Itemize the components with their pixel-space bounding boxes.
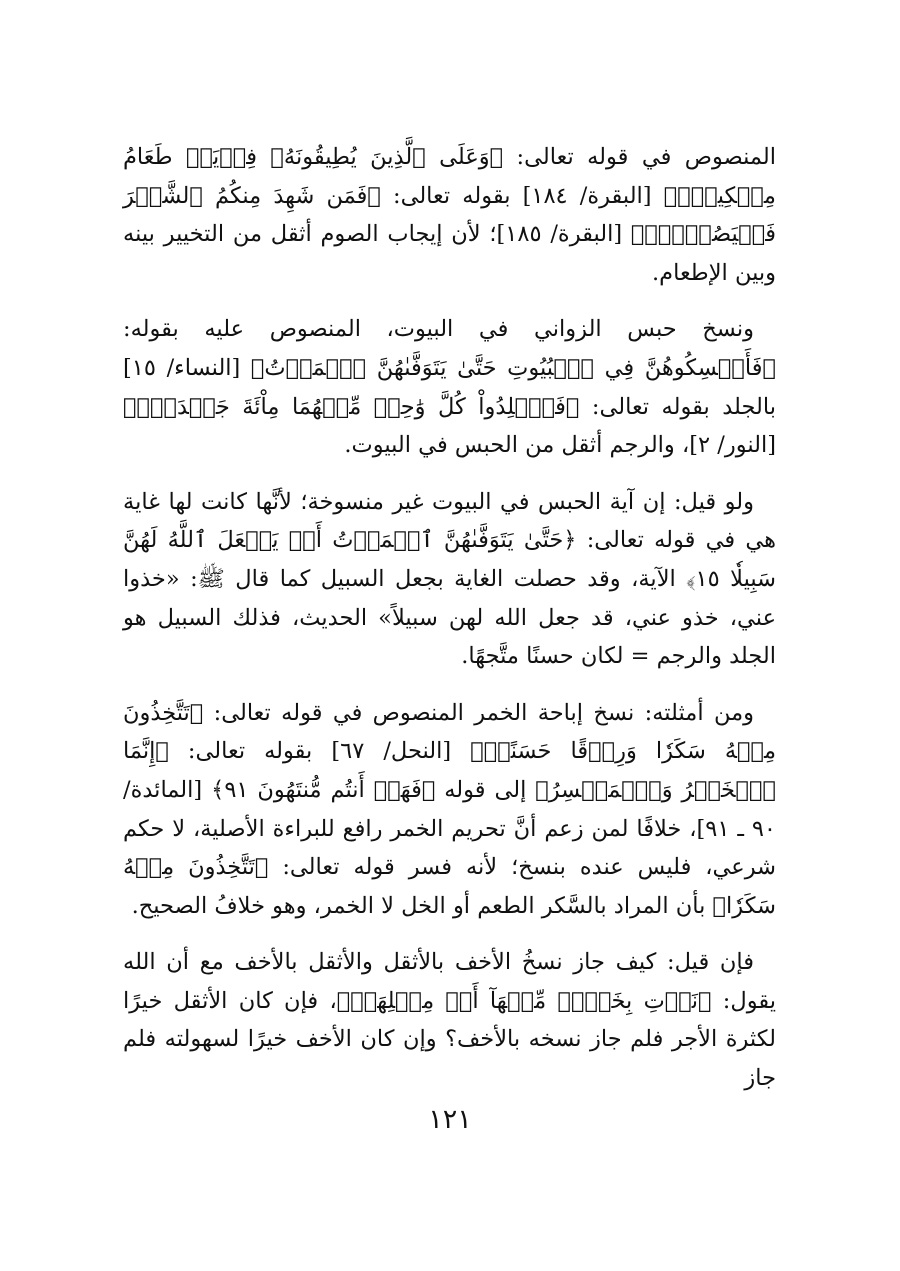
paragraph: ولو قيل: إن آية الحبس في البيوت غير منسوخة؛ لأنَّها كانت لها غاية هي في قوله تعالى: ﴿حَتَّىٰ يَتَوَفَّىٰهُنَّ ٱلۡمَوۡتُ أَوۡ يَجۡعَلَ ٱللَّهُ لَهُنَّ سَبِيلٗا ١٥﴾ الآية، وقد حصلت الغاية بجعل السبيل كما قال ﷺ: «خذوا عني، خذو عني، قد جعل الله لهن سبيلاً» الحديث، فذلك السبيل هو الجلد والرجم = لكان حسنًا متَّجهًا. (123, 488, 776, 670)
paragraph: فإن قيل: كيف جاز نسخُ الأخف بالأثقل والأثقل بالأخف مع أن الله يقول: ﴿نَأۡتِ بِخَيۡرٖ مِّنۡهَآ أَوۡ مِثۡلِهَآۗ﴾، فإن كان الأثقل خيرًا لكثرة الأجر فلم جاز نسخه بالأخف؟ وإن كان الأخف خيرًا لسهولته فلم جاز (123, 949, 776, 1092)
body-text (123, 138, 776, 1116)
paragraph: ومن أمثلته: نسخ إباحة الخمر المنصوص في قوله تعالى: ﴿تَتَّخِذُونَ مِنۡهُ سَكَرٗا وَرِزۡقًا حَسَنًاۚ﴾ [النحل/ ٦٧] بقوله تعالى: ﴿إِنَّمَا ٱلۡخَمۡرُ وَٱلۡمَيۡسِرُ﴾ إلى قوله ﴿فَهَلۡ أَنتُم مُّنتَهُونَ ٩١﴾ [المائدة/ ٩٠ ـ ٩١]، خلافًا لمن زعم أنَّ تحريم الخمر رافع للبراءة الأصلية، لا حكم شرعي، فليس عنده بنسخ؛ لأنه فسر قوله تعالى: ﴿تَتَّخِذُونَ مِنۡهُ سَكَرٗا﴾ بأن المراد بالسَّكر الطعم أو الخل لا الخمر، وهو خلافُ الصحيح. (123, 699, 777, 919)
paragraph: المنصوص في قوله تعالى: ﴿وَعَلَى ٱلَّذِينَ يُطِيقُونَهُۥ فِدۡيَةٞ طَعَامُ مِسۡكِينٖۖ﴾ [البقرة/ ١٨٤] بقوله تعالى: ﴿فَمَن شَهِدَ مِنكُمُ ٱلشَّهۡرَ فَلۡيَصُمۡهُۖ﴾ [البقرة/ ١٨٥]؛ لأن إيجاب الصوم أثقل من التخيير بينه وبين الإطعام. (123, 144, 776, 286)
page-number: ١٢١ (428, 1104, 472, 1135)
paragraph: ونسخ حبس الزواني في البيوت، المنصوص عليه بقوله: ﴿فَأَمۡسِكُوهُنَّ فِي ٱلۡبُيُوتِ حَتَّىٰ يَتَوَفَّىٰهُنَّ ٱلۡمَوۡتُ﴾ [النساء/ ١٥] بالجلد بقوله تعالى: ﴿فَٱجۡلِدُواْ كُلَّ وَٰحِدٖ مِّنۡهُمَا مِاْئَةَ جَلۡدَةٖۖ﴾ [النور/ ٢]، والرجم أثقل من الحبس في البيوت. (123, 316, 776, 459)
